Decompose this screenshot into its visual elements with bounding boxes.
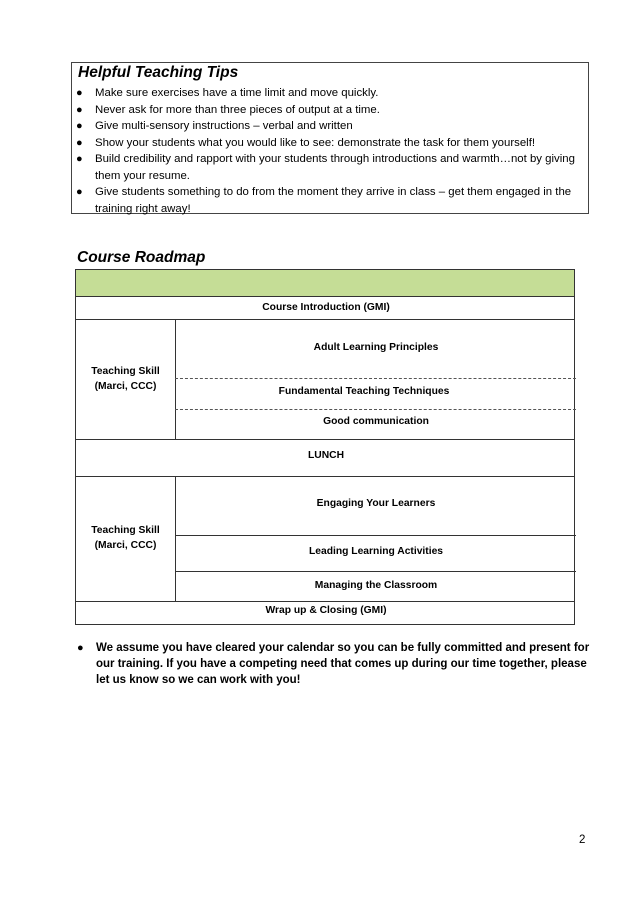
note-text: We assume you have cleared your calendar so you can be fully committed and present for our training. If you have a competing need that comes up during our time together, please let us know so we can work with you! [96, 642, 590, 686]
block2-label-line2: (Marci, CCC) [94, 540, 157, 551]
block1-label [76, 364, 175, 394]
list-item [72, 184, 588, 217]
block1-label-line1: Teaching Skill [91, 366, 160, 377]
header-band [76, 270, 574, 297]
closing-cell: Wrap up & Closing (GMI) [265, 605, 387, 616]
tips-list [72, 85, 588, 217]
list-item [72, 102, 588, 119]
block1-item: Adult Learning Principles [313, 342, 439, 353]
note-list [77, 640, 592, 688]
block2-label [76, 523, 175, 553]
tip-text: Give multi-sensory instructions – verbal and written [95, 120, 353, 132]
tip-text: Show your students what you would like to see: demonstrate the task for them yourself! [95, 136, 536, 149]
block2-item: Managing the Classroom [314, 580, 438, 591]
tip-text: Build credibility and rapport with your students through introductions and warmth…not by giving them your resume. [95, 153, 575, 182]
tips-title: Helpful Teaching Tips [78, 64, 239, 81]
intro-cell: Course Introduction (GMI) [262, 302, 390, 313]
list-item [72, 151, 588, 184]
block2-item: Leading Learning Activities [308, 546, 444, 557]
bullet-icon: ● [76, 153, 83, 165]
block1-item: Fundamental Teaching Techniques [278, 386, 450, 397]
tip-text: Give students something to do from the moment they arrive in class – get them engaged in the training right away! [95, 186, 572, 215]
list-item [72, 85, 588, 102]
bullet-icon: ● [76, 120, 83, 132]
list-item [72, 135, 588, 152]
divider [76, 476, 574, 477]
divider [175, 476, 176, 601]
bullet-icon: ● [76, 186, 83, 198]
block1-item: Good communication [323, 416, 429, 427]
divider [76, 319, 574, 320]
divider [175, 378, 576, 379]
divider [76, 601, 574, 602]
divider [175, 535, 576, 536]
bullet-icon: ● [76, 136, 83, 149]
bullet-icon: ● [76, 103, 83, 116]
bullet-icon: ● [76, 87, 83, 99]
list-item [77, 640, 592, 688]
block2-label-line1: Teaching Skill [91, 525, 160, 536]
block1-label-line2: (Marci, CCC) [94, 381, 157, 392]
roadmap-table [75, 269, 575, 625]
page-number: 2 [579, 834, 586, 846]
list-item [72, 118, 588, 135]
bullet-icon: ● [77, 642, 84, 654]
divider [175, 319, 176, 439]
divider [76, 439, 574, 440]
roadmap-title: Course Roadmap [77, 249, 206, 266]
divider [175, 409, 576, 410]
tips-box [71, 62, 589, 214]
lunch-cell: LUNCH [307, 450, 345, 461]
tip-text: Never ask for more than three pieces of output at a time. [95, 103, 380, 116]
block2-item: Engaging Your Learners [316, 498, 436, 509]
tip-text: Make sure exercises have a time limit and move quickly. [95, 87, 379, 99]
divider [175, 571, 576, 572]
